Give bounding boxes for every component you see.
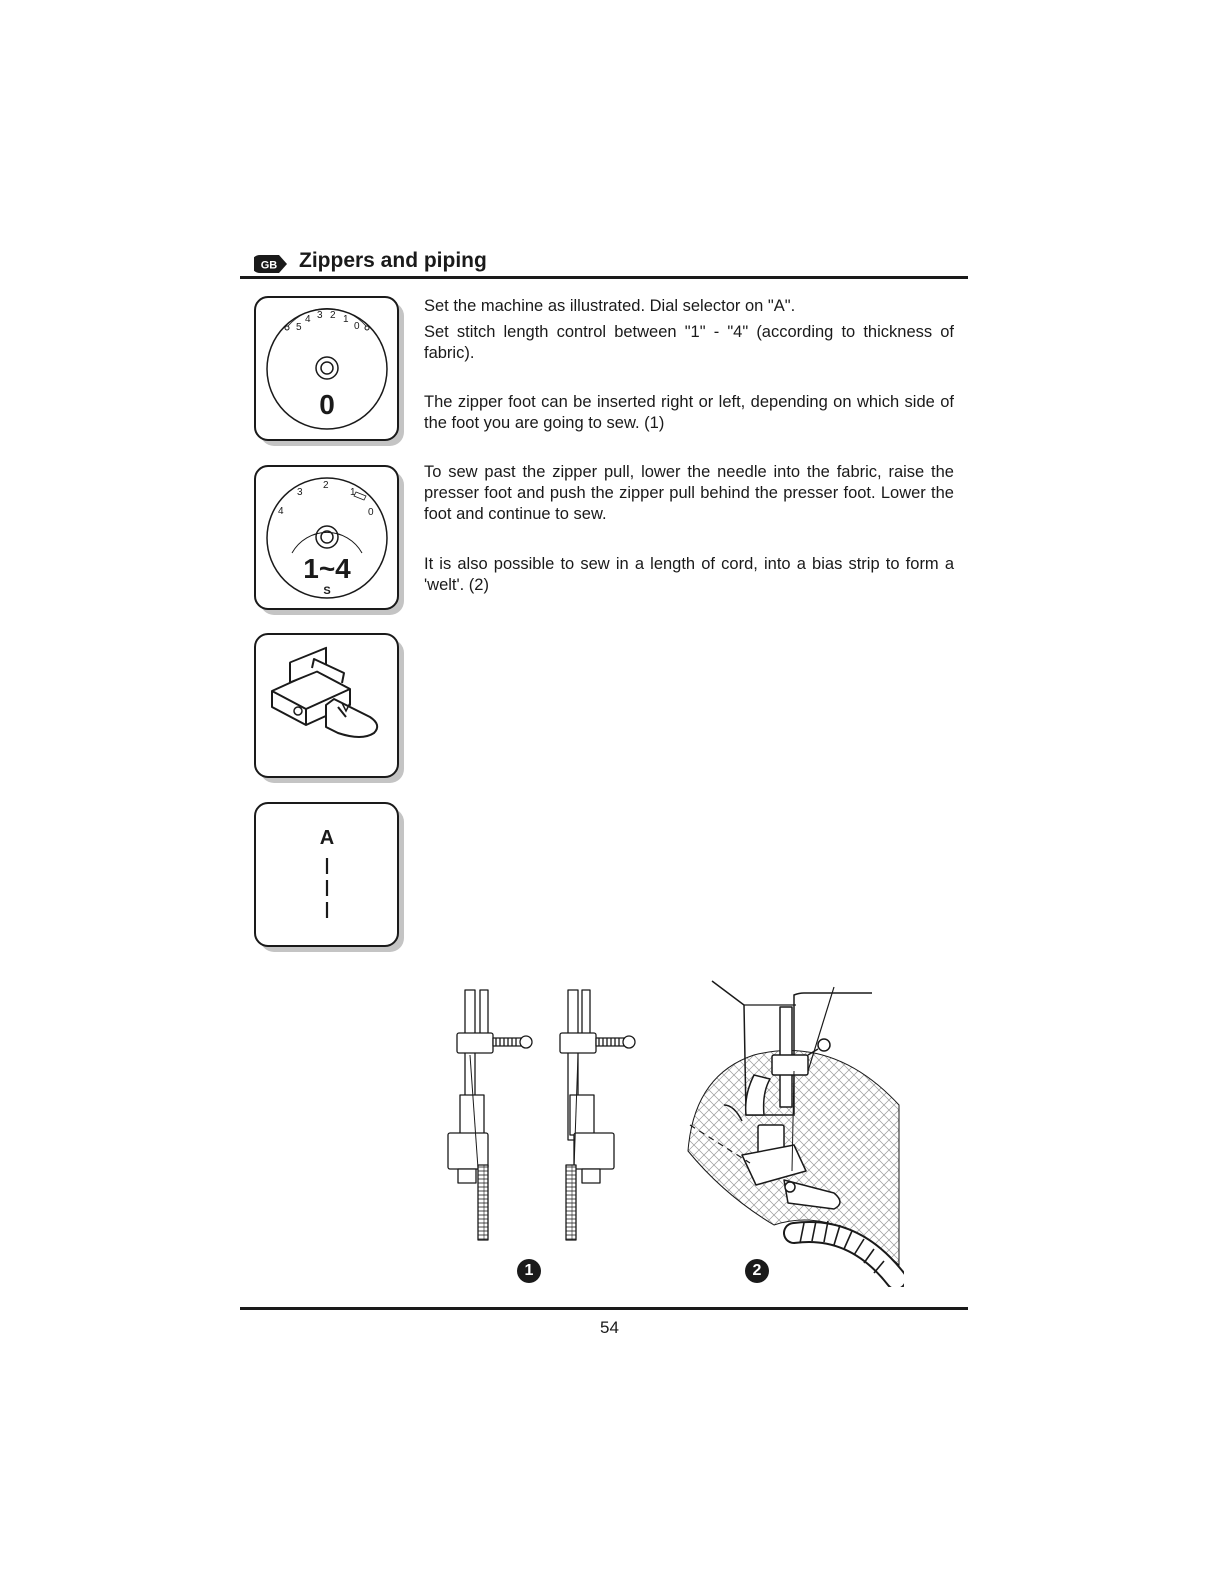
stitch-length-dial-icon [254, 465, 400, 611]
stitch-pattern-panel [254, 802, 400, 948]
pattern-letter: A [319, 827, 335, 849]
dial-label-3: 3 [297, 487, 303, 498]
zipper-foot-icon [254, 633, 400, 779]
instruction-paragraph: The zipper foot can be inserted right or left, depending on which side of the foot you are going to sew. (1) [424, 393, 954, 432]
footer-divider [240, 1307, 968, 1310]
gb-language-badge-icon [254, 254, 288, 274]
section-header [240, 246, 968, 280]
stitch-length-sub-label: S [323, 585, 331, 597]
instruction-paragraph: Set the machine as illustrated. Dial selector on "A". [424, 297, 796, 315]
stitch-length-value: 1~4 [303, 553, 351, 584]
instruction-paragraph: Set stitch length control between "1" - "4" (according to thickness of fabric). [424, 323, 954, 362]
page-title: Zippers and piping [299, 249, 487, 272]
zipper-foot-positions-illustration [440, 985, 660, 1245]
stitch-length-panel [254, 465, 400, 611]
presser-foot-panel [254, 633, 400, 779]
dial-label-1: 1 [343, 314, 349, 325]
straight-stitch-icon [254, 802, 400, 948]
page-number: 54 [600, 1318, 619, 1337]
dial-label-2: 2 [330, 310, 336, 321]
figure-marker-1: 1 [517, 1259, 541, 1283]
gb-badge-label: GB [260, 259, 278, 272]
piping-welt-illustration [684, 975, 904, 1287]
dial-label-0: 0 [354, 321, 360, 332]
stitch-width-panel [254, 296, 400, 442]
dial-label-3: 3 [317, 310, 323, 321]
dial-label-5: 5 [296, 322, 302, 333]
dial-label-4: 4 [278, 506, 284, 517]
instruction-paragraph: It is also possible to sew in a length of cord, into a bias strip to form a 'welt'. (2) [424, 555, 954, 594]
figure-marker-2: 2 [745, 1259, 769, 1283]
stitch-width-value: 0 [319, 389, 335, 420]
stitch-width-dial-icon [254, 296, 400, 442]
header-divider [240, 276, 968, 279]
instruction-paragraph: To sew past the zipper pull, lower the needle into the fabric, raise the presser foot and push the zipper pull behind the presser foot. Lower the foot and continue to sew. [424, 463, 954, 523]
dial-label-0: 0 [368, 507, 374, 518]
dial-label-4: 4 [305, 314, 311, 325]
dial-label-1: 1 [350, 487, 356, 498]
dial-label-2: 2 [323, 480, 329, 491]
